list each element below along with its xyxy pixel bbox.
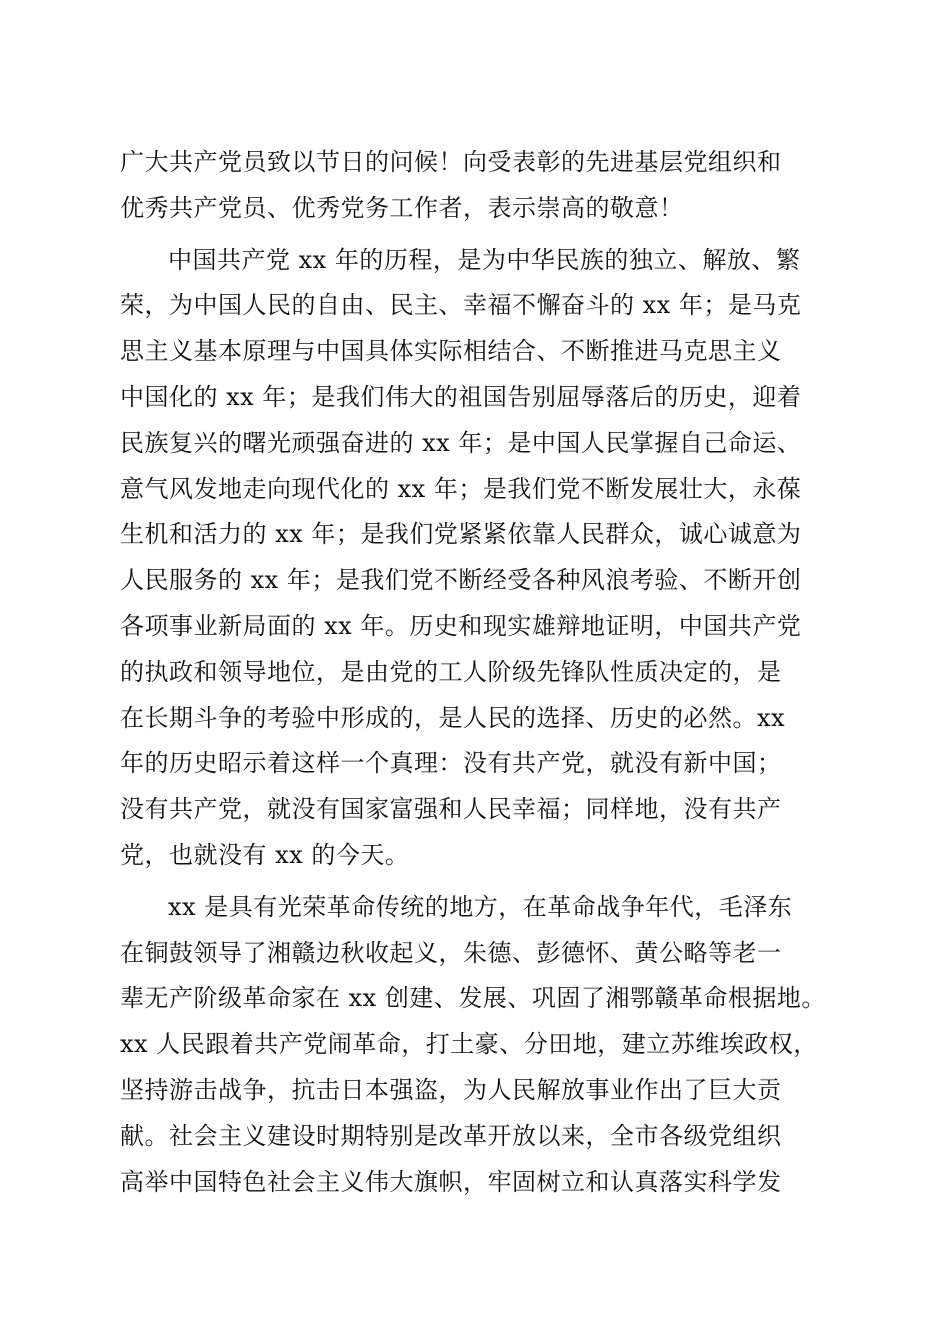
text-line: 荣，为中国人民的自由、民主、幸福不懈奋斗的 xx 年；是马克	[120, 291, 802, 320]
text-line: 年的历史昭示着这样一个真理：没有共产党，就没有新中国；	[120, 749, 782, 778]
paragraph-3	[120, 885, 840, 1206]
text-line: 没有共产党，就没有国家富强和人民幸福；同样地，没有共产	[120, 795, 782, 824]
paragraph-1	[120, 140, 840, 232]
text-line: 在长期斗争的考验中形成的，是人民的选择、历史的必然。xx	[120, 703, 786, 732]
text-line: xx 是具有光荣革命传统的地方，在革命战争年代，毛泽东	[168, 892, 793, 921]
text-line: 高举中国特色社会主义伟大旗帜，牢固树立和认真落实科学发	[120, 1167, 782, 1196]
text-line: 思主义基本原理与中国具体实际相结合、不断推进马克思主义	[120, 337, 782, 366]
text-line: 辈无产阶级革命家在 xx 创建、发展、巩固了湘鄂赣革命根据地。	[120, 984, 826, 1013]
text-line: 中国共产党 xx 年的历程，是为中华民族的独立、解放、繁	[168, 245, 801, 274]
text-line: 生机和活力的 xx 年；是我们党紧紧依靠人民群众，诚心诚意为	[120, 520, 802, 549]
text-line: 优秀共产党员、优秀党务工作者，表示崇高的敬意！	[120, 193, 684, 222]
document-body	[120, 140, 840, 1205]
text-line: 的执政和领导地位，是由党的工人阶级先锋队性质决定的，是	[120, 657, 782, 686]
text-line: 坚持游击战争，抗击日本强盗，为人民解放事业作出了巨大贡	[120, 1075, 782, 1104]
text-line: 意气风发地走向现代化的 xx 年；是我们党不断发展壮大，永葆	[120, 474, 802, 503]
text-line: 广大共产党员致以节日的问候！向受表彰的先进基层党组织和	[120, 148, 782, 176]
text-line: 各项事业新局面的 xx 年。历史和现实雄辩地证明，中国共产党	[120, 611, 802, 640]
text-line: 民族复兴的曙光顽强奋进的 xx 年；是中国人民掌握自己命运、	[120, 428, 802, 457]
paragraph-2	[120, 238, 840, 879]
text-line: 党，也就没有 xx 的今天。	[120, 840, 410, 869]
text-line: 在铜鼓领导了湘赣边秋收起义，朱德、彭德怀、黄公略等老一	[120, 938, 782, 967]
text-line: 献。社会主义建设时期特别是改革开放以来，全市各级党组织	[120, 1121, 782, 1150]
text-line: 人民服务的 xx 年；是我们党不断经受各种风浪考验、不断开创	[120, 566, 802, 595]
text-line: xx 人民跟着共产党闹革命，打土豪、分田地，建立苏维埃政权，	[120, 1030, 818, 1059]
text-line: 中国化的 xx 年；是我们伟大的祖国告别屈辱落后的历史，迎着	[120, 382, 802, 411]
